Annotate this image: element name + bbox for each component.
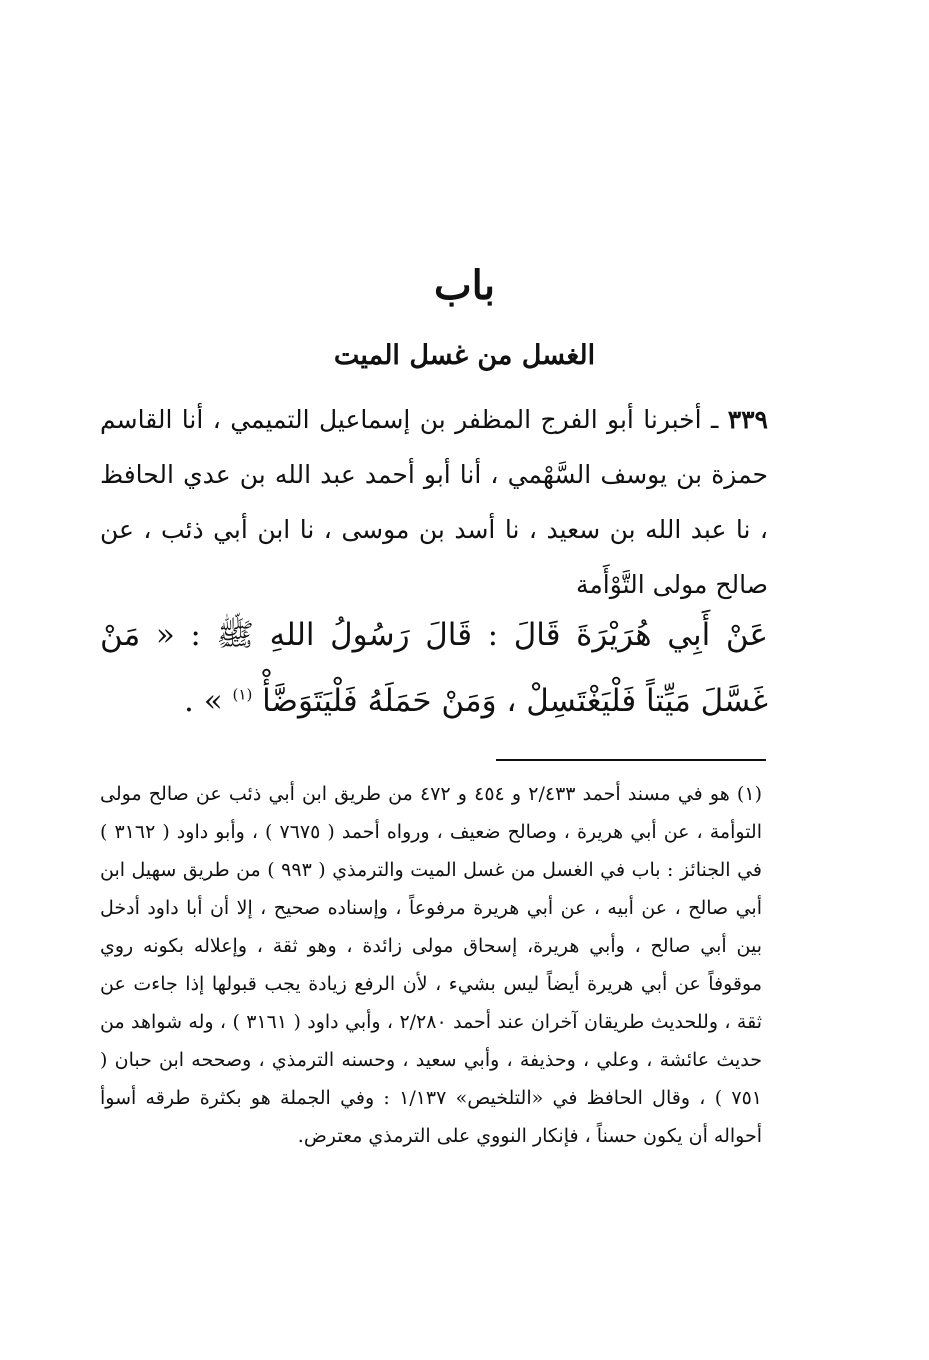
hadith-sanad-text: ـ أخبرنا أبو الفرج المظفر بن إسماعيل التميمي ، أنا القاسم حمزة بن يوسف السَّهْمي ، أنا أبو أحمد عبد الله بن عدي الحافظ ، نا عبد الله بن سعيد ، نا أسد بن موسى ، نا ابن أبي ذئب ، عن صالح مولى التَّوْأَمة — [100, 405, 768, 599]
hadith-sanad — [100, 392, 768, 612]
section-title: الغسل من غسل الميت — [333, 340, 596, 371]
footnote: (١) هو في مسند أحمد ٢/٤٣٣ و ٤٥٤ و ٤٧٢ من طريق ابن أبي ذئب عن صالح مولى التوأمة ، عن أبي هريرة ، وصالح ضعيف ، ورواه أحمد ( ٧٦٧٥ ) ، وأبو داود ( ٣١٦٢ ) في الجنائز : باب في الغسل من غسل الميت والترمذي ( ٩٩٣ ) من طريق سهيل ابن أبي صالح ، عن أبيه ، عن أبي هريرة مرفوعاً ، وإسناده صحيح ، إلا أن أبا داود أدخل بين أبي صالح ، وأبي هريرة، إسحاق مولى زائدة ، وهو ثقة ، وإعلاله بكونه روي موقوفاً عن أبي هريرة أيضاً ليس بشيء ، لأن الرفع زيادة يجب قبولها إذا جاءت عن ثقة ، وللحديث طريقان آخران عند أحمد ٢/٢٨٠ ، وأبي داود ( ٣١٦١ ) ، وله شواهد من حديث عائشة ، وعلي ، وحذيفة ، وأبي سعيد ، وحسنه الترمذي ، وصححه ابن حبان ( ٧٥١ ) ، وقال الحافظ في «التلخيص» ١/١٣٧ : وفي الجملة هو بكثرة طرقه أسوأ أحواله أن يكون حسناً ، فإنكار النووي على الترمذي معترض. — [100, 783, 762, 1147]
chapter-title: باب — [434, 262, 495, 309]
footnote-reference: (١) — [232, 685, 253, 704]
hadith-matn — [100, 602, 768, 734]
hadith-number: ٣٣٩ — [727, 405, 768, 434]
footnote-divider — [496, 759, 766, 761]
hadith-matn-text: عَنْ أَبِي هُرَيْرَةَ قَالَ : قَالَ رَسُولُ اللهِ ﷺ : « مَنْ غَسَّلَ مَيِّتاً فَلْيَغْتَسِلْ ، وَمَنْ حَمَلَهُ فَلْيَتَوَضَّأْ — [100, 617, 768, 719]
hadith-matn-close: » . — [183, 683, 223, 719]
